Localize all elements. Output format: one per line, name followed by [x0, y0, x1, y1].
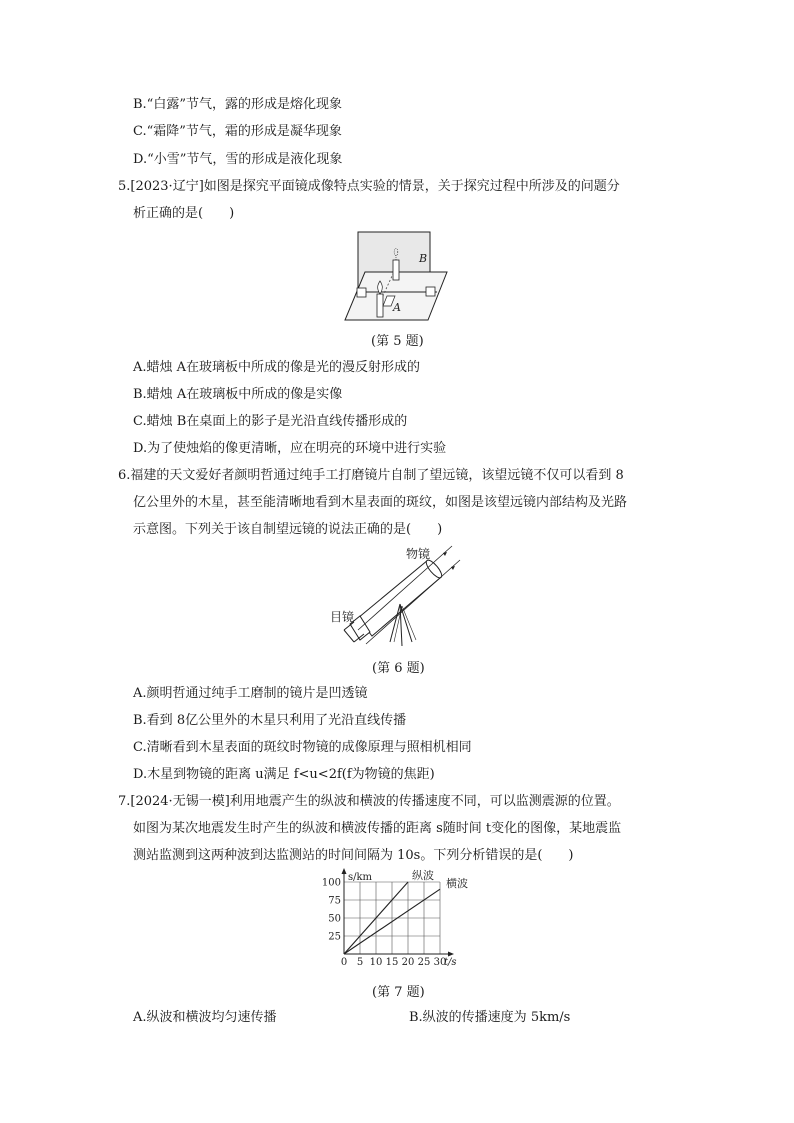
q5-stem-line2: 析正确的是( ): [133, 206, 235, 221]
series-label-longitudinal: 纵波: [412, 869, 434, 882]
y-tick-label: 100: [321, 877, 341, 889]
q5-option-a: A.蜡烛 A在玻璃板中所成的像是光的漫反射形成的: [133, 360, 421, 375]
x-tick-label: 20: [401, 957, 415, 968]
telescope-tube: [358, 560, 440, 636]
q7-figure-caption: (第 7 题): [372, 985, 425, 1000]
x-tick-label: 0: [340, 957, 348, 968]
q5-stem-line1: 5.[2023·辽宁]如图是探究平面镜成像特点实验的情景，关于探究过程中所涉及的问题分: [118, 179, 620, 194]
y-axis-label: s/km: [348, 872, 373, 883]
label-objective: 物镜: [406, 547, 431, 561]
q7-option-b: B.纵波的传播速度为 5km/s: [409, 1010, 571, 1025]
q4-option-b: B.“白露”节气，露的形成是熔化现象: [133, 97, 342, 112]
q4-option-c: C.“霜降”节气，霜的形成是凝华现象: [133, 124, 342, 139]
q6-stem-line2: 亿公里外的木星，甚至能清晰地看到木星表面的斑纹，如图是该望远镜内部结构及光路: [133, 495, 628, 510]
q6-option-c: C.清晰看到木星表面的斑纹时物镜的成像原理与照相机相同: [133, 740, 472, 755]
x-axis-label: t/s: [444, 957, 457, 968]
q7-stem-line3: 测站监测到这两种波到达监测站的时间间隔为 10s。下列分析错误的是( ): [133, 848, 574, 863]
q6-stem-line3: 示意图。下列关于该自制望远镜的说法正确的是( ): [133, 522, 443, 537]
label-eyepiece: 目镜: [330, 610, 355, 624]
x-tick-label: 10: [369, 957, 383, 968]
support-left: [357, 288, 366, 297]
q5-option-b: B.蜡烛 A在玻璃板中所成的像是实像: [133, 387, 343, 402]
label-b: B: [419, 252, 428, 265]
q4-option-d: D.“小雪”节气，雪的形成是液化现象: [133, 152, 343, 167]
x-tick-label: 15: [385, 957, 399, 968]
x-tick-label: 30: [433, 957, 447, 968]
q6-option-a: A.颜明哲通过纯手工磨制的镜片是凹透镜: [133, 686, 368, 701]
q6-option-d: D.木星到物镜的距离 u满足 f<u<2f(f为物镜的焦距): [133, 767, 435, 782]
support-right: [426, 287, 435, 296]
q6-option-b: B.看到 8亿公里外的木星只利用了光沿直线传播: [133, 713, 407, 728]
x-tick-label: 25: [417, 957, 431, 968]
q7-chart-s-t-graph: [320, 870, 480, 975]
x-axis-arrow: [448, 952, 454, 957]
q5-option-c: C.蜡烛 B在桌面上的影子是光沿直线传播形成的: [133, 414, 408, 429]
label-a: A: [393, 301, 401, 314]
x-tick-label: 5: [356, 957, 364, 968]
q5-option-d: D.为了使烛焰的像更清晰，应在明亮的环境中进行实验: [133, 441, 447, 456]
q5-figure-caption: (第 5 题): [371, 334, 424, 349]
y-tick-label: 25: [328, 931, 341, 943]
q7-stem-line1: 7.[2024·无锡一模]利用地震产生的纵波和横波的传播速度不同，可以监测震源的位置。: [118, 794, 620, 809]
y-axis-arrow: [342, 868, 347, 874]
candle-a: [377, 281, 383, 317]
y-tick-label: 75: [328, 895, 341, 907]
q5-figure-mirror-experiment: [340, 228, 455, 323]
series-label-transverse: 横波: [446, 877, 468, 891]
q7-stem-line2: 如图为某次地震发生时产生的纵波和横波传播的距离 s随时间 t变化的图像，某地震监: [133, 821, 622, 836]
q6-figure-telescope: [330, 544, 470, 654]
q6-figure-caption: (第 6 题): [372, 661, 425, 676]
q7-option-a: A.纵波和横波均匀速传播: [133, 1010, 277, 1025]
y-tick-label: 50: [328, 913, 341, 925]
q6-stem-line1: 6.福建的天文爱好者颜明哲通过纯手工打磨镜片自制了望远镜，该望远镜不仅可以看到 8: [118, 468, 624, 483]
